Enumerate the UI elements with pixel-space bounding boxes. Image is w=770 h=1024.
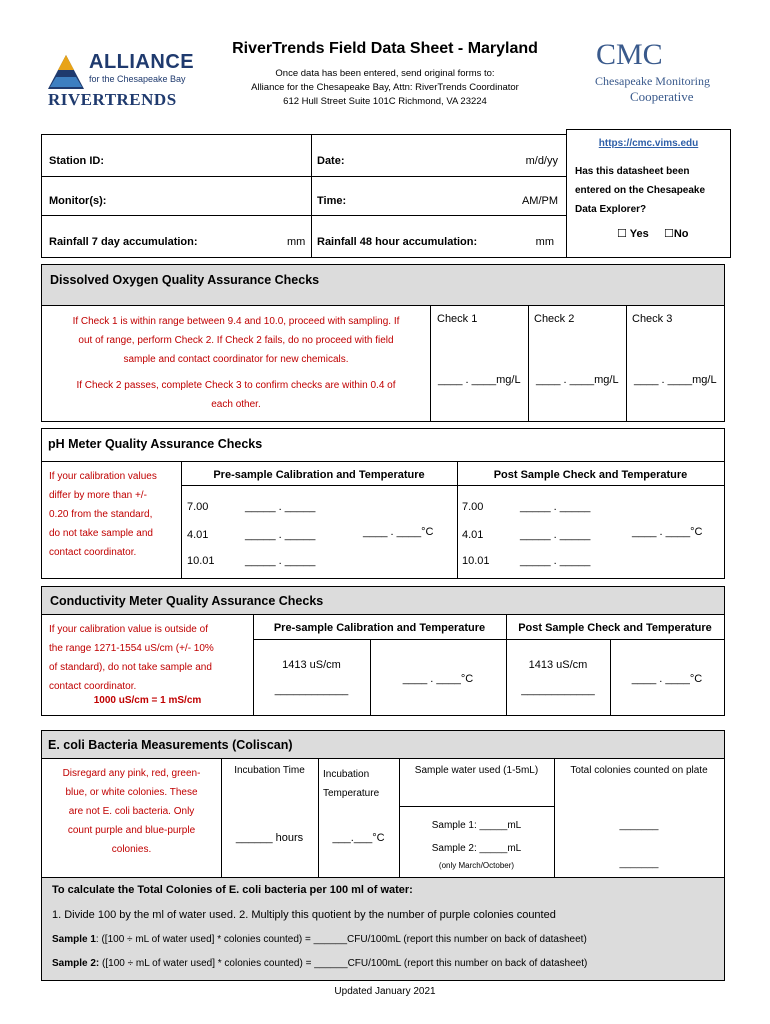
- calc-sample-1: [52, 934, 587, 945]
- cmc-logo: [593, 38, 733, 106]
- footer-updated: Updated January 2021: [334, 986, 436, 997]
- ecoli-note-1: Disregard any pink, red, green-: [62, 768, 201, 779]
- mail-line-3: 612 Hull Street Suite 101C Richmond, VA 23224: [283, 96, 487, 107]
- cond-note-2: the range 1271-1554 uS/cm (+/- 10%: [49, 643, 214, 654]
- do-check-2-header: Check 2: [534, 313, 575, 325]
- ecoli-note-4: count purple and blue-purple: [67, 825, 196, 836]
- do-instruction-3: sample and contact coordinator for new chemicals.: [123, 354, 349, 365]
- do-title: Dissolved Oxygen Quality Assurance Checks: [50, 273, 320, 287]
- do-section: [41, 264, 725, 422]
- cond-post-header: Post Sample Check and Temperature: [518, 622, 712, 634]
- cond-note-conversion: 1000 uS/cm = 1 mS/cm: [93, 695, 202, 706]
- rivertrends-wordmark: RIVERTRENDS: [48, 90, 177, 109]
- calc-sample-2-formula[interactable]: ([100 ÷ mL of water used] * colonies counted) = ______CFU/100mL (report this number on back of datasheet): [99, 958, 588, 969]
- ecoli-sample-1-count[interactable]: _______: [619, 820, 659, 831]
- cond-note-4: contact coordinator.: [49, 681, 137, 692]
- ecoli-total-header: Total colonies counted on plate: [570, 765, 708, 776]
- do-check-1-header: Check 1: [437, 313, 478, 325]
- ph-pre-val-3[interactable]: _____ . _____: [245, 555, 316, 567]
- ecoli-volume-header: Sample water used (1-5mL): [414, 765, 539, 776]
- do-check-2-value[interactable]: ____ . ____mg/L: [536, 374, 619, 386]
- cond-title: Conductivity Meter Quality Assurance Checks: [50, 594, 324, 608]
- cond-title-bar: [42, 587, 724, 615]
- calc-sample-1-label: Sample 1: [52, 934, 96, 945]
- do-instruction-4: If Check 2 passes, complete Check 3 to confirm checks are within 0.4 of: [76, 380, 396, 391]
- ph-pre-std-2: 4.01: [187, 529, 209, 541]
- cond-pre-std: 1413 uS/cm: [282, 659, 341, 671]
- ecoli-note-3: are not E. coli bacteria. Only: [68, 806, 195, 817]
- cond-note: [49, 620, 214, 696]
- do-title-bar: [42, 265, 724, 306]
- explorer-q-3: Data Explorer?: [575, 204, 647, 215]
- ecoli-temp-header: [323, 765, 379, 803]
- alliance-logo: [46, 50, 195, 110]
- explorer-question: [575, 162, 705, 219]
- explorer-q-2: entered on the Chesapeake: [575, 185, 706, 196]
- ecoli-sample-2-count[interactable]: _______: [619, 858, 659, 869]
- cond-pre-header: Pre-sample Calibration and Temperature: [273, 622, 486, 634]
- calc-title: To calculate the Total Colonies of E. coli bacteria per 100 ml of water:: [52, 884, 413, 896]
- station-info-box: [41, 134, 567, 258]
- ph-note-1: If your calibration values: [49, 471, 157, 482]
- ph-pre-val-2[interactable]: _____ . _____: [245, 529, 316, 541]
- cond-post-value[interactable]: ____________: [521, 684, 595, 696]
- calc-sample-2-label: Sample 2:: [52, 958, 100, 969]
- ecoli-sample-2-note: (only March/October): [438, 861, 515, 870]
- ph-note-4: do not take sample and: [49, 528, 153, 539]
- explorer-no-checkbox[interactable]: ☐No: [664, 228, 689, 240]
- ph-note-5: contact coordinator.: [49, 547, 137, 558]
- ecoli-temp-header-2: Temperature: [323, 788, 380, 799]
- do-check-3-header: Check 3: [632, 313, 673, 325]
- ph-post-std-3: 10.01: [462, 555, 490, 567]
- ecoli-sample-2-volume[interactable]: Sample 2: _____mL: [431, 843, 522, 854]
- date-format: m/d/yy: [525, 155, 558, 167]
- cmc-name-1: Chesapeake Monitoring: [595, 74, 710, 88]
- rainfall-48hr-label[interactable]: Rainfall 48 hour accumulation:: [317, 236, 478, 248]
- ph-post-temp[interactable]: ____ . ____°C: [632, 526, 703, 538]
- ecoli-note: [42, 764, 221, 859]
- calc-sample-2: [52, 958, 587, 969]
- mail-line-2: Alliance for the Chesapeake Bay, Attn: RiverTrends Coordinator: [251, 82, 519, 93]
- ecoli-note-2: blue, or white colonies. These: [65, 787, 198, 798]
- ph-note: [49, 467, 157, 562]
- ph-title: pH Meter Quality Assurance Checks: [48, 437, 263, 451]
- do-instruction-1: If Check 1 is within range between 9.4 and 10.0, proceed with sampling. If: [72, 316, 400, 327]
- ph-post-header: Post Sample Check and Temperature: [493, 469, 688, 481]
- ph-note-3: 0.20 from the standard,: [49, 509, 153, 520]
- cond-section: [41, 586, 725, 716]
- calculation-box: [41, 877, 725, 981]
- mail-line-1: Once data has been entered, send original forms to:: [275, 68, 495, 79]
- calc-steps: 1. Divide 100 by the ml of water used. 2. Multiply this quotient by the number of purple colonies counted: [52, 909, 556, 921]
- do-instruction-5: each other.: [211, 399, 261, 410]
- alliance-subtitle: for the Chesapeake Bay: [89, 74, 186, 84]
- mail-instructions: [190, 67, 580, 109]
- ph-post-val-2[interactable]: _____ . _____: [520, 529, 591, 541]
- time-label[interactable]: Time:: [317, 195, 347, 207]
- cond-post-temp[interactable]: ____ . ____°C: [631, 673, 703, 685]
- ecoli-time-header: Incubation Time: [234, 765, 305, 776]
- ecoli-sample-1-volume[interactable]: Sample 1: _____mL: [431, 820, 522, 831]
- ph-pre-std-1: 7.00: [187, 501, 209, 513]
- cond-post-std: 1413 uS/cm: [528, 659, 588, 671]
- ecoli-temp-header-1: Incubation: [323, 769, 370, 780]
- ecoli-note-5: colonies.: [111, 844, 152, 855]
- do-check-3-value[interactable]: ____ . ____mg/L: [634, 374, 717, 386]
- cmc-wordmark: CMC: [596, 38, 663, 71]
- rainfall-7day-unit: mm: [287, 236, 306, 248]
- rainfall-48hr-unit: mm: [535, 236, 554, 248]
- ecoli-title-bar: [42, 731, 724, 759]
- rainfall-7day-label[interactable]: Rainfall 7 day accumulation:: [49, 236, 198, 248]
- cmc-name-2: Cooperative: [630, 89, 694, 104]
- cond-pre-value[interactable]: ____________: [274, 684, 349, 696]
- ecoli-incubation-hours[interactable]: ______ hours: [235, 832, 304, 844]
- do-check-1-value[interactable]: ____ . ____mg/L: [438, 374, 521, 386]
- ph-note-2: differ by more than +/-: [49, 490, 147, 501]
- cond-note-1: If your calibration value is outside of: [49, 624, 208, 635]
- ph-post-val-3[interactable]: _____ . _____: [520, 555, 591, 567]
- ph-post-std-2: 4.01: [462, 529, 484, 541]
- ph-pre-std-3: 10.01: [187, 555, 215, 567]
- alliance-wordmark: ALLIANCE: [89, 51, 195, 73]
- cond-note-3: of standard), do not take sample and: [49, 662, 212, 673]
- monitors-label[interactable]: Monitor(s):: [49, 195, 107, 207]
- cmc-url-link[interactable]: https://cmc.vims.edu: [598, 138, 699, 149]
- time-format: AM/PM: [521, 195, 558, 207]
- ph-post-std-1: 7.00: [462, 501, 484, 513]
- ecoli-incubation-temp[interactable]: ___.___°C: [332, 832, 385, 844]
- date-label[interactable]: Date:: [317, 155, 345, 167]
- ecoli-section: [41, 730, 725, 878]
- mountain-logo-icon: [46, 53, 86, 93]
- cond-pre-temp[interactable]: ____ . ____°C: [402, 673, 474, 685]
- data-explorer-box: [566, 129, 731, 258]
- explorer-yes-checkbox[interactable]: ☐ Yes: [617, 228, 649, 240]
- do-instructions: [42, 312, 430, 414]
- page-title: RiverTrends Field Data Sheet - Maryland: [232, 40, 538, 57]
- do-instruction-2: out of range, perform Check 2. If Check 2 fails, do no proceed with field: [78, 335, 394, 346]
- explorer-q-1: Has this datasheet been: [575, 166, 690, 177]
- ph-pre-header: Pre-sample Calibration and Temperature: [213, 469, 425, 481]
- ecoli-title: E. coli Bacteria Measurements (Coliscan): [48, 738, 293, 752]
- ph-section: [41, 428, 725, 579]
- calc-sample-1-formula[interactable]: : ([100 ÷ mL of water used] * colonies counted) = ______CFU/100mL (report this number on back of datasheet): [95, 934, 587, 945]
- ph-pre-val-1[interactable]: _____ . _____: [245, 501, 316, 513]
- ph-post-val-1[interactable]: _____ . _____: [520, 501, 591, 513]
- ph-pre-temp[interactable]: ____ . ____°C: [363, 526, 434, 538]
- station-id-label[interactable]: Station ID:: [49, 155, 104, 167]
